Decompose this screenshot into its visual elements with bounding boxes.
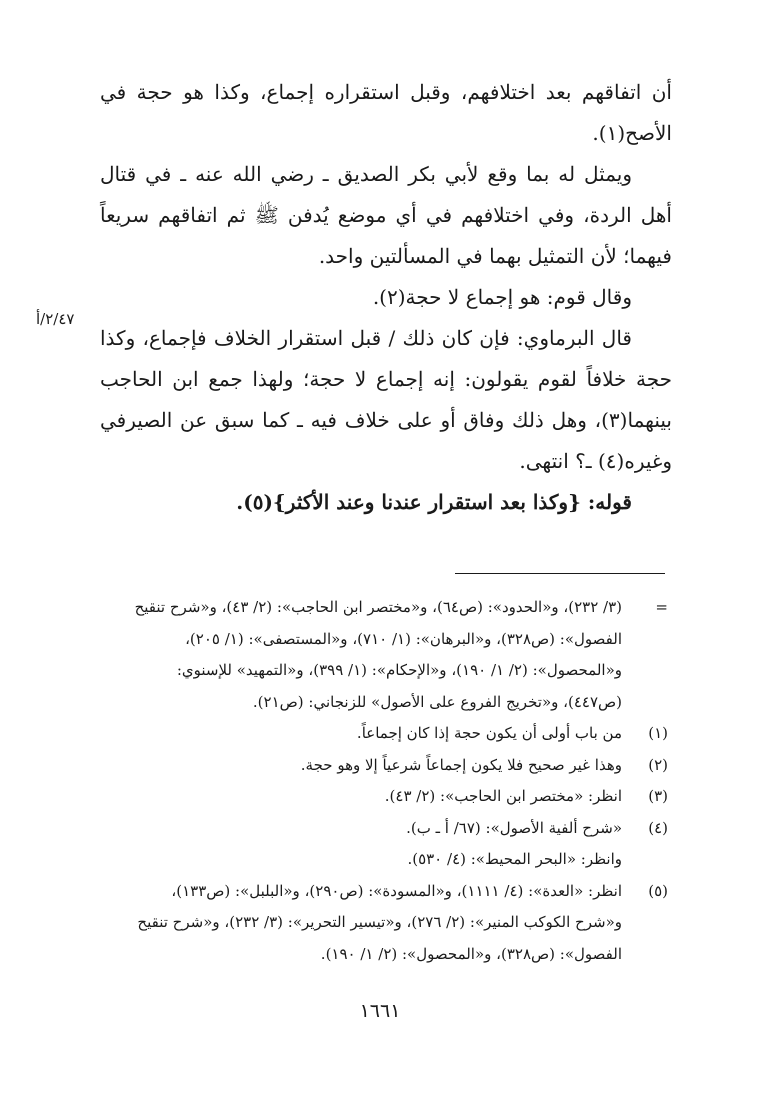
footnote	[83, 813, 668, 876]
footnote	[83, 876, 668, 971]
footnote-number: =	[655, 598, 668, 616]
footnote-line: (٣/ ٢٣٢)، و«الحدود»: (ص٦٤)، و«مختصر ابن الحاجب»: (٢/ ٤٣)، و«شرح تنقيح	[134, 598, 622, 616]
footnote-line: الفصول»: (ص٣٢٨)، و«المحصول»: (٢/ ١/ ١٩٠).	[320, 944, 622, 963]
paragraph: ويمثل له بما وقع لأبي بكر الصديق ـ رضي الله عنه ـ في قتال أهل الردة، وفي اختلافهم في أي موضع يُدفن ﷺ ثم اتفاقهم سريعاً فيهما؛ لأن التمثيل بهما في المسألتين واحد.	[100, 162, 672, 268]
paragraph: قال البرماوي: فإن كان ذلك / قبل استقرار الخلاف فإجماع، وكذا حجة خلافاً لقوم يقولون: إنه إجماع لا حجة؛ ولهذا جمع ابن الحاجب بينهما(٣)، وهل ذلك وفاق أو على خلاف فيه ـ كما سبق عن الصيرفي وغيره(٤) ـ؟ انتهى.	[100, 326, 672, 473]
footnote-line: انظر: «العدة»: (٤/ ١١١١)، و«المسودة»: (ص٢٩٠)، و«البلبل»: (ص١٣٣)،	[171, 881, 622, 900]
footnote	[83, 781, 668, 813]
manuscript-folio-reference: ٢/٤٧/أ	[36, 310, 75, 328]
main-text	[100, 72, 672, 523]
footnote-line: وهذا غير صحيح فلا يكون إجماعاً شرعياً إلا وهو حجة.	[300, 755, 622, 774]
page-number: ١٦٦١	[359, 1000, 401, 1022]
footnote-line: (ص٤٤٧)، و«تخريج الفروع على الأصول» للزنجاني: (ص٢١).	[252, 692, 622, 711]
paragraph: أن اتفاقهم بعد اختلافهم، وقبل استقراره إجماع، وكذا هو حجة في الأصح(١).	[100, 80, 672, 145]
footnote-line: «شرح ألفية الأصول»: (٦٧/ أ ـ ب).	[406, 818, 622, 837]
footnote	[83, 750, 668, 782]
footnote	[83, 718, 668, 750]
footnote-separator	[455, 573, 665, 574]
footnote-line: من باب أولى أن يكون حجة إذا كان إجماعاً.	[356, 724, 622, 742]
footnote-number: (١)	[648, 724, 668, 742]
footnote-number: (٤)	[648, 818, 668, 837]
footnotes	[83, 592, 668, 970]
footnote-number: (٢)	[648, 755, 668, 774]
footnote-number: (٣)	[648, 787, 668, 805]
footnote-line: و«المحصول»: (٢/ ١/ ١٩٠)، و«الإحكام»: (١/ ٣٩٩)، و«التمهيد» للإسنوي:	[176, 661, 622, 679]
footnote	[83, 592, 668, 718]
paragraph: وقال قوم: هو إجماع لا حجة(٢).	[372, 285, 632, 309]
footnote-line: انظر: «مختصر ابن الحاجب»: (٢/ ٤٣).	[384, 787, 622, 805]
footnote-line: وانظر: «البحر المحيط»: (٤/ ٥٣٠).	[407, 850, 622, 868]
footnote-line: الفصول»: (ص٣٢٨)، و«البرهان»: (١/ ٧١٠)، و«المستصفى»: (١/ ٢٠٥)،	[185, 629, 622, 648]
footnote-line: و«شرح الكوكب المنير»: (٢/ ٢٧٦)، و«تيسير التحرير»: (٣/ ٢٣٢)، و«شرح تنقيح	[137, 913, 622, 931]
footnote-number: (٥)	[648, 881, 668, 900]
paragraph: قوله: {وكذا بعد استقرار عندنا وعند الأكثر}(٥).	[236, 490, 632, 514]
